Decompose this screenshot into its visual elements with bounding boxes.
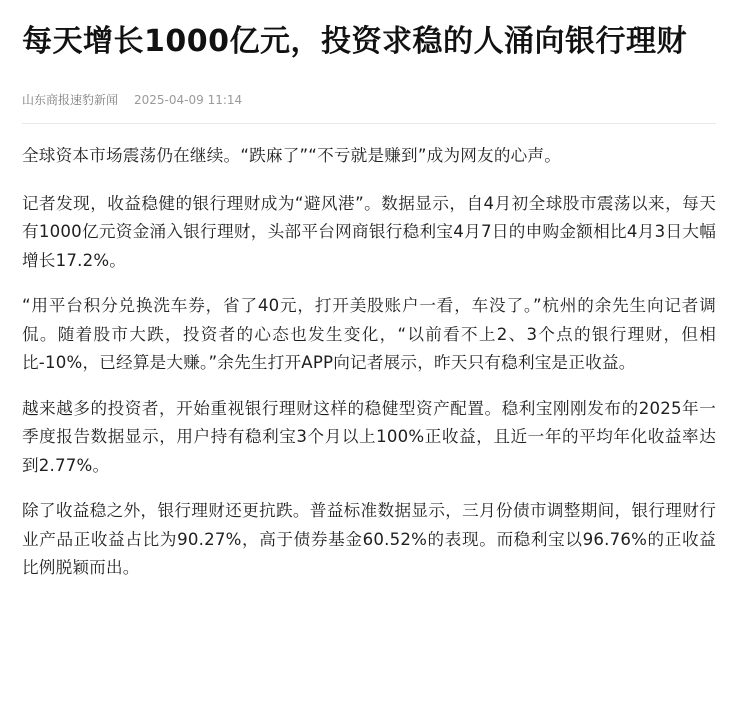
article-paragraph: “用平台积分兑换洗车券，省了40元，打开美股账户一看，车没了。”杭州的余先生向记者调侃。随着股市大跌，投资者的心态也发生变化，“以前看不上2、3个点的银行理财，但相比-10%，已经算是大赚。”余先生打开APP向记者展示，昨天只有稳利宝是正收益。 [22,296,716,372]
article-paragraph: 记者发现，收益稳健的银行理财成为“避风港”。数据显示，自4月初全球股市震荡以来，每天有1000亿元资金涌入银行理财，头部平台网商银行稳利宝4月7日的申购金额相比4月3日大幅增长17.2%。 [22,193,716,270]
article-body [22,142,716,583]
article-paragraph: 除了收益稳之外，银行理财还更抗跌。普益标准数据显示，三月份债市调整期间，银行理财行业产品正收益占比为90.27%，高于债券基金60.52%的表现。而稳利宝以96.76%的正收益比例脱颖而出。 [22,501,716,577]
article-paragraph: 越来越多的投资者，开始重视银行理财这样的稳健型资产配置。稳利宝刚刚发布的2025年一季度报告数据显示，用户持有稳利宝3个月以上100%正收益，且近一年的平均年化收益率达到2.77%。 [22,398,716,475]
divider [22,123,716,124]
article-meta [22,92,716,108]
article-source[interactable]: 山东商报速豹新闻 [22,93,119,107]
article-paragraph: 全球资本市场震荡仍在继续。“跌麻了”“不亏就是赚到”成为网友的心声。 [22,146,561,165]
article-title: 每天增长1000亿元，投资求稳的人涌向银行理财 [22,24,687,59]
article-timestamp: 2025-04-09 11:14 [134,93,243,107]
